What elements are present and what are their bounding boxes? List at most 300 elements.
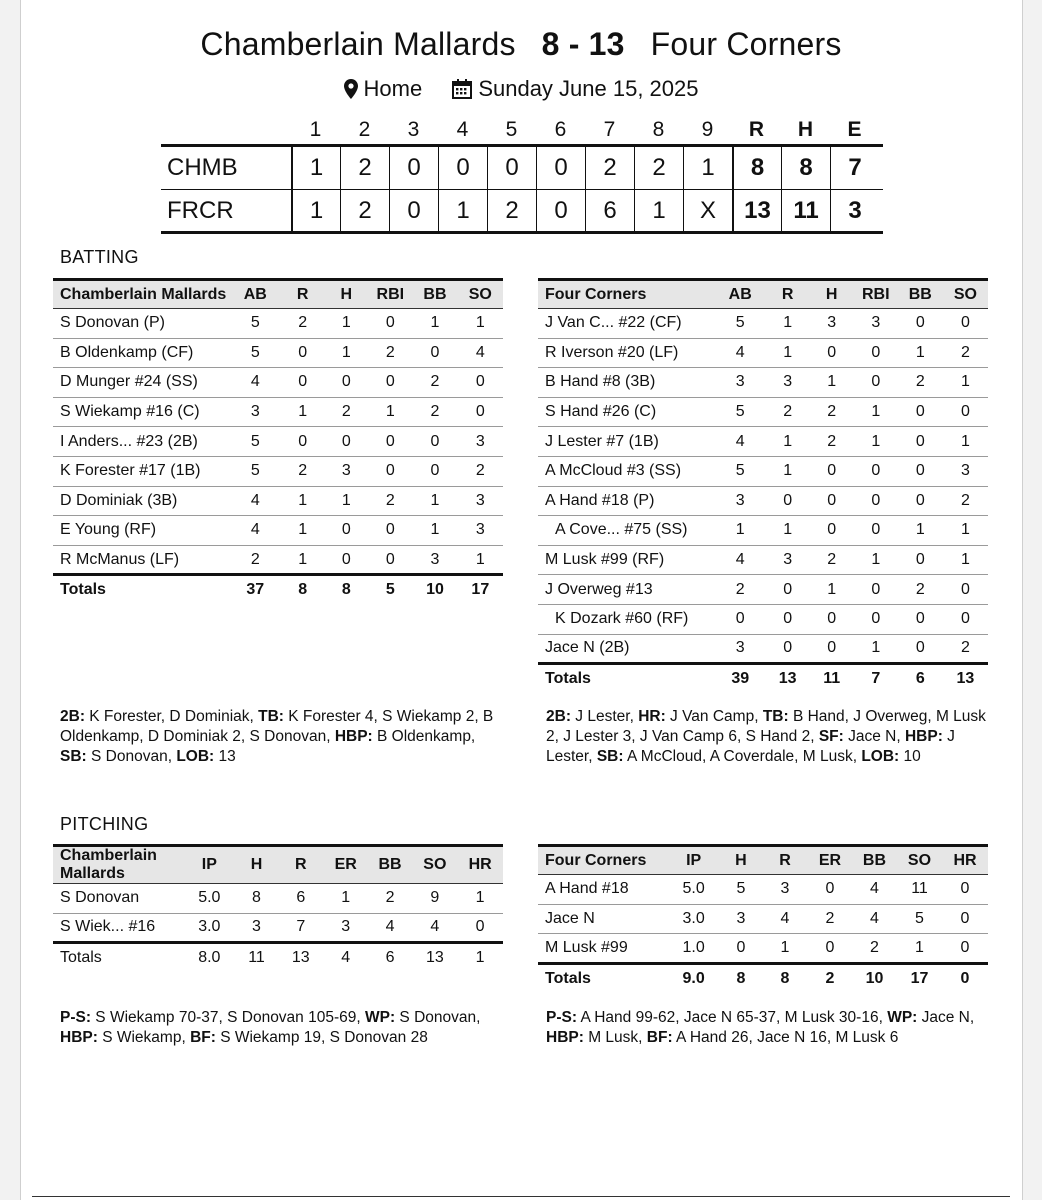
- note-label: HBP:: [904, 728, 943, 745]
- totals-cell: 6: [368, 943, 413, 973]
- stat-cell: 0: [736, 938, 746, 956]
- player-row: [538, 516, 988, 546]
- inning-header: 5: [505, 118, 518, 141]
- stat-cell: 0: [854, 604, 898, 634]
- stat-cell: 4: [230, 516, 282, 546]
- stat-cell: 4: [715, 338, 766, 368]
- team-column-header: Chamberlain Mallards: [53, 846, 183, 884]
- stat-cell: 7: [296, 918, 306, 936]
- linescore-header-row: [161, 116, 883, 144]
- stat-cell: 1.0: [682, 938, 705, 956]
- stat-cell: 5: [715, 397, 766, 427]
- stat-cell: 2: [943, 486, 988, 516]
- totals-label: Totals: [538, 963, 668, 993]
- note-text: B Hand, J Overweg, M Lusk 2, J Lester 3, J Van Camp 6, S Hand 2,: [546, 708, 986, 745]
- totals-cell: 39: [715, 664, 766, 694]
- note-label: P-S:: [60, 1009, 91, 1026]
- totals-cell: 13: [278, 943, 324, 973]
- stat-cell: 1: [854, 427, 898, 457]
- totals-cell: 11: [235, 943, 277, 973]
- stat-cell: 0: [808, 875, 852, 905]
- totals-row: [538, 963, 988, 993]
- table-header-row: [53, 280, 503, 309]
- stat-cell: 0: [943, 309, 988, 339]
- player-row: [538, 634, 988, 664]
- stat-cell: 5: [230, 456, 282, 486]
- totals-cell: 11: [809, 664, 853, 694]
- stat-cell: 4: [458, 338, 503, 368]
- stat-cell: 1: [298, 550, 308, 568]
- inning-score: 1: [634, 190, 683, 231]
- inning-score: 1: [291, 190, 340, 231]
- inning-score: X: [683, 190, 732, 231]
- home-batting-notes: [546, 707, 986, 767]
- stat-cell: 0: [915, 639, 925, 657]
- player-name: K Dozark #60 (RF): [538, 604, 715, 634]
- player-row: [53, 516, 503, 546]
- stat-cell: 1: [457, 884, 503, 914]
- stat-cell: 5.0: [183, 884, 235, 914]
- game-date: [452, 76, 698, 102]
- inning-score: 6: [585, 190, 634, 231]
- player-row: [538, 545, 988, 575]
- stat-column-header: R: [281, 280, 324, 309]
- location-text: Home: [363, 76, 423, 101]
- player-row: [53, 368, 503, 398]
- player-name: R McManus (LF): [60, 550, 180, 568]
- totals-cell: 10: [852, 963, 897, 993]
- stat-cell: 5: [715, 309, 766, 339]
- note-text: A McCloud, A Coverdale, M Lusk,: [623, 748, 862, 765]
- inning-score: 1: [683, 147, 732, 189]
- stat-cell: 0: [854, 575, 898, 605]
- player-name: K Forester #17 (1B): [53, 456, 230, 486]
- stat-cell: 3: [458, 516, 503, 546]
- stat-column-header: RBI: [368, 280, 412, 309]
- away-team-name: Chamberlain Mallards: [200, 26, 516, 62]
- stat-column-header: H: [235, 846, 277, 884]
- stat-cell: 3: [430, 550, 440, 568]
- player-name: S Hand #26 (C): [538, 397, 715, 427]
- stat-cell: 0: [898, 545, 943, 575]
- stat-cell: 0: [898, 604, 943, 634]
- stat-cell: 0: [385, 550, 395, 568]
- note-label: TB:: [762, 708, 789, 725]
- stat-cell: 5: [230, 338, 282, 368]
- player-row: [538, 456, 988, 486]
- stat-cell: 2: [368, 338, 412, 368]
- stat-column-header: BB: [852, 846, 897, 875]
- stat-cell: 0: [766, 486, 810, 516]
- stat-cell: 0: [324, 516, 368, 546]
- final-score: 8 - 13: [541, 26, 625, 62]
- inning-header: 8: [652, 118, 665, 141]
- table-header-row: [538, 280, 988, 309]
- stat-cell: 2: [281, 309, 324, 339]
- stat-column-header: IP: [183, 846, 235, 884]
- stat-cell: 2: [368, 486, 412, 516]
- stat-cell: 2: [458, 456, 503, 486]
- player-name: M Lusk #99 (RF): [538, 545, 715, 575]
- stat-cell: 0: [766, 604, 810, 634]
- note-label: BF:: [190, 1029, 216, 1046]
- stat-cell: 3: [341, 918, 351, 936]
- stat-cell: 5.0: [668, 875, 720, 905]
- totals-cell: 8.0: [183, 943, 235, 973]
- stat-column-header: AB: [715, 280, 766, 309]
- stat-cell: 3: [735, 639, 745, 657]
- note-text: Jace N,: [843, 728, 905, 745]
- player-row: [53, 913, 503, 943]
- stat-column-header: HR: [457, 846, 503, 884]
- totals-header: E: [847, 118, 862, 141]
- note-label: WP:: [364, 1009, 396, 1026]
- totals-row: [538, 664, 988, 694]
- player-row: [538, 338, 988, 368]
- table-header-row: [53, 846, 503, 884]
- stat-cell: 0: [809, 338, 853, 368]
- totals-cell: 8: [281, 575, 324, 605]
- player-row: [53, 884, 503, 914]
- stat-cell: 0: [942, 904, 988, 934]
- stat-cell: 1: [766, 309, 810, 339]
- inning-score: 0: [536, 190, 585, 231]
- stat-column-header: R: [278, 846, 324, 884]
- stat-cell: 0: [943, 575, 988, 605]
- note-text: J Lester,: [570, 708, 639, 725]
- player-row: [538, 427, 988, 457]
- stat-column-header: RBI: [854, 280, 898, 309]
- player-name: S Donovan (P): [53, 309, 230, 339]
- player-row: [53, 397, 503, 427]
- inning-header: 6: [554, 118, 567, 141]
- away-pitching-notes: [60, 1008, 500, 1048]
- totals-header: H: [797, 118, 814, 141]
- stat-cell: 1: [412, 486, 457, 516]
- stat-column-header: H: [809, 280, 853, 309]
- stat-cell: 2: [412, 397, 457, 427]
- stat-cell: 1: [809, 575, 853, 605]
- inning-score: 2: [487, 190, 536, 231]
- stat-cell: 1: [898, 516, 943, 546]
- team-total: 8: [732, 147, 781, 189]
- stat-cell: 2: [808, 904, 852, 934]
- note-label: HR:: [638, 708, 666, 725]
- stat-cell: 0: [475, 918, 485, 936]
- note-text: A Hand 99-62, Jace N 65-37, M Lusk 30-16,: [577, 1009, 888, 1026]
- note-text: M Lusk,: [583, 1029, 647, 1046]
- note-label: LOB:: [861, 748, 900, 765]
- note-label: SB:: [596, 748, 624, 765]
- stat-cell: 4: [852, 904, 897, 934]
- inning-score: 0: [438, 147, 487, 189]
- stat-cell: 2: [250, 550, 260, 568]
- stat-cell: 0: [368, 368, 412, 398]
- team-total: 3: [830, 190, 879, 231]
- note-text: S Donovan,: [86, 748, 177, 765]
- player-name: A McCloud #3 (SS): [538, 456, 715, 486]
- player-name: D Dominiak (3B): [53, 486, 230, 516]
- totals-cell: 2: [808, 963, 852, 993]
- stat-cell: 3: [943, 456, 988, 486]
- totals-cell: 1: [457, 943, 503, 973]
- inning-score: 2: [340, 147, 389, 189]
- totals-cell: 7: [854, 664, 898, 694]
- linescore-row: [161, 147, 883, 189]
- stat-cell: 1: [766, 338, 810, 368]
- totals-cell: 37: [230, 575, 282, 605]
- stat-column-header: HR: [942, 846, 988, 875]
- player-row: [538, 934, 988, 964]
- stat-cell: 4: [852, 875, 897, 905]
- stat-cell: 2: [809, 397, 853, 427]
- stat-cell: 11: [897, 875, 942, 905]
- note-text: A Hand 26, Jace N 16, M Lusk 6: [672, 1029, 899, 1046]
- stat-cell: 0: [898, 427, 943, 457]
- team-column-header: Four Corners: [538, 280, 715, 309]
- inning-score: 0: [389, 190, 438, 231]
- player-row: [538, 875, 988, 905]
- stat-cell: 2: [809, 545, 853, 575]
- stat-column-header: AB: [230, 280, 282, 309]
- stat-cell: 1: [368, 397, 412, 427]
- stat-cell: 5: [230, 309, 282, 339]
- totals-cell: 4: [324, 943, 368, 973]
- totals-label: Totals: [538, 664, 715, 694]
- note-text: Jace N,: [917, 1009, 975, 1026]
- totals-row: [53, 575, 503, 605]
- player-name: A Cove... #75 (SS): [538, 516, 715, 546]
- stat-cell: 0: [809, 604, 853, 634]
- stat-cell: 0: [809, 456, 853, 486]
- note-label: 2B:: [60, 708, 85, 725]
- stat-cell: 1: [943, 427, 988, 457]
- inning-header: 3: [407, 118, 420, 141]
- stat-cell: 4: [430, 918, 440, 936]
- note-label: HBP:: [334, 728, 373, 745]
- stat-column-header: H: [324, 280, 368, 309]
- stat-cell: 1: [766, 456, 810, 486]
- stat-cell: 4: [715, 427, 766, 457]
- note-label: TB:: [258, 708, 284, 725]
- player-name: Jace N (2B): [545, 639, 630, 657]
- stat-cell: 1: [766, 516, 810, 546]
- totals-cell: 17: [458, 575, 503, 605]
- team-column-header: Four Corners: [538, 846, 668, 875]
- stat-cell: 0: [368, 516, 412, 546]
- inning-header: 9: [701, 118, 714, 141]
- inning-header: 7: [603, 118, 616, 141]
- note-text: J Van Camp,: [665, 708, 763, 725]
- stat-column-header: ER: [324, 846, 368, 884]
- totals-cell: 8: [324, 575, 368, 605]
- note-label: WP:: [887, 1009, 918, 1026]
- batting-section-title: BATTING: [60, 247, 139, 267]
- stat-cell: 0: [943, 397, 988, 427]
- player-row: [538, 604, 988, 634]
- stat-cell: 2: [368, 884, 413, 914]
- linescore-team: CHMB: [167, 154, 238, 181]
- player-name: B Hand #8 (3B): [538, 368, 715, 398]
- totals-cell: 13: [766, 664, 810, 694]
- stat-cell: 3: [766, 545, 810, 575]
- team-total: 13: [732, 190, 781, 231]
- note-text: S Wiekamp 19, S Donovan 28: [215, 1029, 428, 1046]
- stat-cell: 0: [783, 639, 793, 657]
- stat-cell: 3: [324, 456, 368, 486]
- player-name: J Lester #7 (1B): [538, 427, 715, 457]
- stat-cell: 3: [458, 427, 503, 457]
- home-pitching-notes: [546, 1008, 986, 1048]
- stat-cell: 1: [281, 516, 324, 546]
- stat-cell: 4: [715, 545, 766, 575]
- stat-cell: 1: [766, 427, 810, 457]
- player-name: B Oldenkamp (CF): [53, 338, 230, 368]
- stat-cell: 1: [412, 309, 457, 339]
- map-pin-icon: [344, 79, 358, 99]
- stat-column-header: IP: [668, 846, 720, 875]
- player-name: M Lusk #99: [545, 938, 628, 956]
- stat-cell: 0: [960, 938, 970, 956]
- stat-cell: 4: [762, 904, 808, 934]
- totals-cell: 0: [942, 963, 988, 993]
- stat-cell: 0: [412, 427, 457, 457]
- stat-column-header: BB: [412, 280, 457, 309]
- note-text: S Donovan,: [395, 1009, 481, 1026]
- date-text: Sunday June 15, 2025: [478, 76, 699, 101]
- player-row: [538, 904, 988, 934]
- inning-header: 2: [358, 118, 371, 141]
- note-label: HBP:: [60, 1029, 98, 1046]
- totals-header: R: [748, 118, 765, 141]
- stat-cell: 0: [368, 427, 412, 457]
- stat-cell: 1: [780, 938, 790, 956]
- stat-cell: 1: [281, 486, 324, 516]
- stat-cell: 0: [898, 309, 943, 339]
- stat-cell: 0: [898, 456, 943, 486]
- totals-cell: 8: [720, 963, 762, 993]
- stat-cell: 3: [720, 904, 762, 934]
- stat-cell: 0: [324, 368, 368, 398]
- player-row: [538, 368, 988, 398]
- player-row: [53, 545, 503, 575]
- calendar-icon: [452, 79, 472, 99]
- stat-cell: 1: [915, 938, 924, 956]
- note-label: SB:: [60, 748, 87, 765]
- stat-cell: 0: [458, 397, 503, 427]
- stat-column-header: SO: [943, 280, 988, 309]
- stat-cell: 3: [766, 368, 810, 398]
- stat-cell: 5: [720, 875, 762, 905]
- home-pitching-table: [538, 844, 988, 993]
- stat-cell: 5: [230, 427, 282, 457]
- note-label: 2B:: [546, 708, 571, 725]
- stat-cell: 5: [715, 456, 766, 486]
- team-total: 11: [781, 190, 830, 231]
- note-text: 13: [214, 748, 236, 765]
- stat-cell: 1: [898, 338, 943, 368]
- away-pitching-table: [53, 844, 503, 972]
- player-name: I Anders... #23 (2B): [53, 427, 230, 457]
- inning-score: 2: [585, 147, 634, 189]
- totals-cell: 8: [762, 963, 808, 993]
- inning-score: 1: [438, 190, 487, 231]
- stat-cell: 0: [854, 338, 898, 368]
- game-meta: [0, 76, 1042, 105]
- stat-cell: 2: [898, 368, 943, 398]
- stat-cell: 0: [854, 368, 898, 398]
- inning-score: 1: [291, 147, 340, 189]
- note-label: BF:: [646, 1029, 673, 1046]
- location: [344, 76, 423, 102]
- game-header: [0, 26, 1042, 63]
- stat-cell: 9: [412, 884, 457, 914]
- stat-cell: 0: [809, 486, 853, 516]
- stat-cell: 0: [715, 604, 766, 634]
- stat-cell: 1: [943, 516, 988, 546]
- player-name: D Munger #24 (SS): [53, 368, 230, 398]
- stat-cell: 2: [715, 575, 766, 605]
- note-text: S Wiekamp 70-37, S Donovan 105-69,: [91, 1009, 365, 1026]
- stat-cell: 3: [809, 309, 853, 339]
- stat-cell: 2: [412, 368, 457, 398]
- stat-cell: 5: [897, 904, 942, 934]
- totals-cell: 9.0: [668, 963, 720, 993]
- stat-cell: 1: [281, 397, 324, 427]
- inning-score: 0: [487, 147, 536, 189]
- linescore: [161, 116, 883, 234]
- inning-score: 0: [536, 147, 585, 189]
- stat-cell: 1: [324, 338, 368, 368]
- note-text: S Wiekamp,: [97, 1029, 191, 1046]
- stat-column-header: SO: [897, 846, 942, 875]
- stat-column-header: R: [762, 846, 808, 875]
- stat-cell: 3.0: [198, 918, 221, 936]
- stat-cell: 0: [766, 575, 810, 605]
- player-row: [53, 338, 503, 368]
- player-name: J Van C... #22 (CF): [538, 309, 715, 339]
- stat-cell: 3: [715, 486, 766, 516]
- stat-cell: 0: [898, 486, 943, 516]
- player-row: [538, 397, 988, 427]
- stat-cell: 0: [412, 456, 457, 486]
- stat-cell: 0: [281, 368, 324, 398]
- stat-cell: 2: [943, 338, 988, 368]
- note-label: HBP:: [546, 1029, 584, 1046]
- stat-cell: 4: [230, 368, 282, 398]
- player-row: [538, 486, 988, 516]
- player-row: [538, 575, 988, 605]
- stat-cell: 0: [368, 309, 412, 339]
- stat-cell: 0: [854, 516, 898, 546]
- note-text: 10: [899, 748, 921, 765]
- note-text: B Oldenkamp,: [372, 728, 476, 745]
- stat-cell: 0: [341, 550, 351, 568]
- home-team-name: Four Corners: [650, 26, 842, 62]
- player-row: [53, 486, 503, 516]
- stat-column-header: ER: [808, 846, 852, 875]
- stat-cell: 0: [943, 604, 988, 634]
- stat-cell: 1: [458, 309, 503, 339]
- totals-cell: 13: [943, 664, 988, 694]
- linescore-row: [161, 189, 883, 231]
- stat-column-header: SO: [458, 280, 503, 309]
- stat-cell: 3.0: [668, 904, 720, 934]
- player-name: E Young (RF): [53, 516, 230, 546]
- player-name: J Overweg #13: [538, 575, 715, 605]
- player-name: R Iverson #20 (LF): [538, 338, 715, 368]
- totals-label: Totals: [53, 943, 183, 973]
